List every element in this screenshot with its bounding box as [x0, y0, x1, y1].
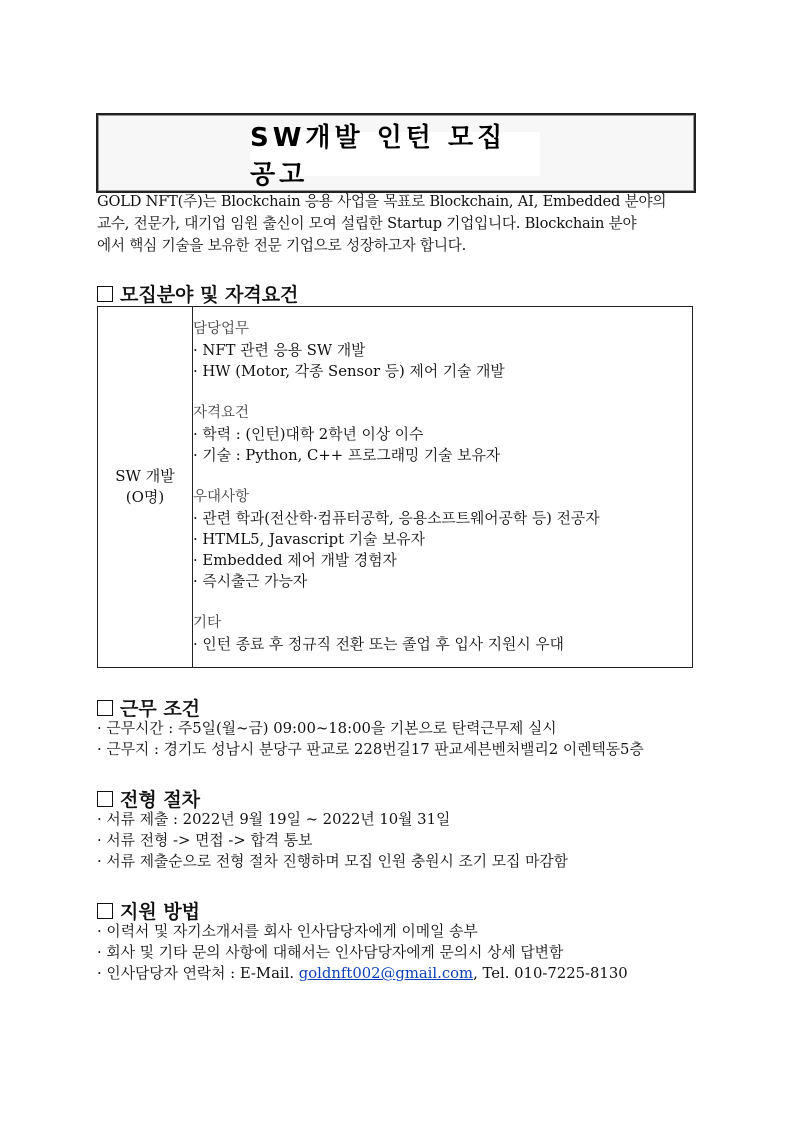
group-item: · HW (Motor, 각종 Sensor 등) 제어 기술 개발 [193, 363, 505, 380]
qualifications-group [193, 403, 692, 466]
intro-paragraph [97, 191, 697, 257]
process-heading-text: 전형 절차 [120, 789, 201, 811]
duties-group [193, 319, 692, 382]
preferences-group [193, 487, 692, 592]
conditions-list [97, 718, 644, 760]
checkbox-icon [97, 286, 113, 302]
list-item: · 서류 전형 -> 면접 -> 합격 통보 [97, 832, 313, 849]
conditions-heading-text: 근무 조건 [120, 698, 201, 720]
group-item: · 인턴 종료 후 정규직 전환 또는 졸업 후 입사 지원시 우대 [193, 636, 564, 653]
apply-heading [97, 897, 200, 924]
contact-suffix: , Tel. 010-7225-8130 [473, 965, 628, 982]
group-item: · 즉시출근 가능자 [193, 573, 308, 590]
apply-heading-text: 지원 방법 [120, 901, 201, 923]
field-count: (O명) [125, 488, 165, 506]
process-list [97, 809, 568, 872]
contact-line [97, 963, 628, 984]
group-item: · 관련 학과(전산학·컴퓨터공학, 응용소프트웨어공학 등) 전공자 [193, 510, 600, 527]
etc-group [193, 613, 692, 655]
requirements-table [97, 306, 693, 668]
group-title: 자격요건 [193, 405, 250, 421]
list-item: · 서류 제출순으로 전형 절차 진행하며 모집 인원 충원시 조기 모집 마감함 [97, 853, 568, 870]
checkbox-icon [97, 791, 113, 807]
group-title: 담당업무 [193, 321, 250, 337]
details-cell [193, 307, 693, 668]
list-item: · 이력서 및 자기소개서를 회사 인사담당자에게 이메일 송부 [97, 923, 478, 940]
group-item: · 기술 : Python, C++ 프로그래밍 기술 보유자 [193, 447, 501, 464]
list-item: · 회사 및 기타 문의 사항에 대해서는 인사담당자에게 문의시 상세 답변함 [97, 944, 564, 961]
conditions-heading [97, 694, 200, 721]
checkbox-icon [97, 903, 113, 919]
checkbox-icon [97, 700, 113, 716]
group-title: 기타 [193, 615, 222, 631]
recruit-heading [97, 280, 298, 307]
list-item: · 근무시간 : 주5일(월~금) 09:00~18:00을 기본으로 탄력근무제 실시 [97, 720, 557, 737]
apply-list [97, 921, 628, 984]
title-panel [250, 123, 540, 190]
intro-line: GOLD NFT(주)는 Blockchain 응용 사업을 목표로 Blockchain, AI, Embedded 분야의 [97, 193, 667, 210]
intro-line: 에서 핵심 기술을 보유한 전문 기업으로 성장하고자 합니다. [97, 237, 467, 254]
field-cell [98, 307, 193, 668]
group-title: 우대사항 [193, 489, 250, 505]
intro-line: 교수, 전문가, 대기업 임원 출신이 모여 설립한 Startup 기업입니다. Blockchain 분야 [97, 215, 637, 232]
list-item: · 근무지 : 경기도 성남시 분당구 판교로 228번길17 판교세븐벤처밸리2 이렌텍동5층 [97, 741, 644, 758]
page-title: SW개발 인턴 모집 공고 [250, 123, 507, 190]
group-item: · Embedded 제어 개발 경험자 [193, 552, 397, 569]
email-link[interactable]: goldnft002@gmail.com [298, 965, 474, 982]
contact-prefix: · 인사담당자 연락처 : E-Mail. [97, 965, 299, 982]
group-item: · NFT 관련 응용 SW 개발 [193, 342, 366, 359]
group-item: · HTML5, Javascript 기술 보유자 [193, 531, 425, 548]
list-item: · 서류 제출 : 2022년 9월 19일 ~ 2022년 10월 31일 [97, 811, 451, 828]
process-heading [97, 785, 200, 812]
recruit-heading-text: 모집분야 및 자격요건 [120, 284, 299, 306]
group-item: · 학력 : (인턴)대학 2학년 이상 이수 [193, 426, 424, 443]
field-name: SW 개발 [115, 467, 175, 485]
